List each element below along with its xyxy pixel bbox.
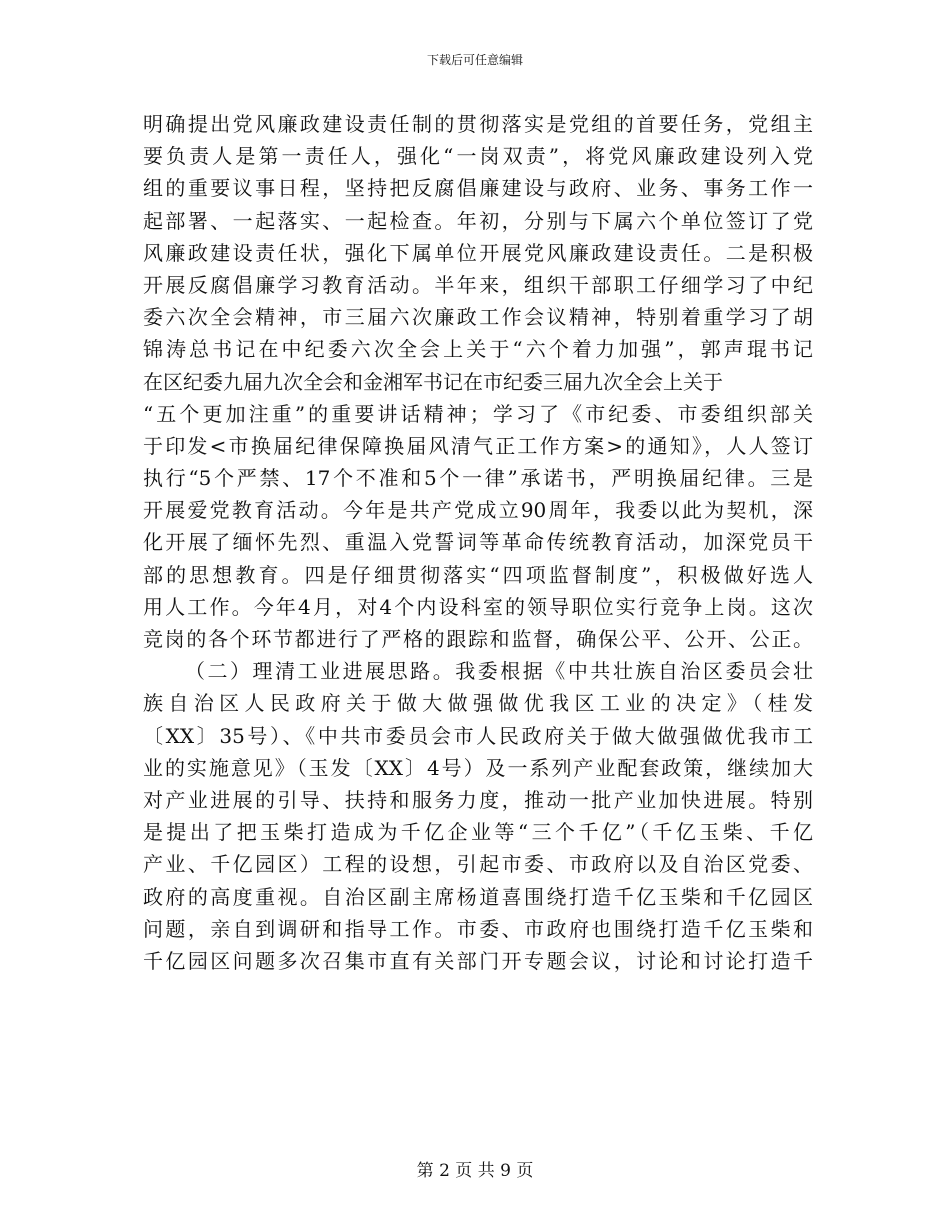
body-line-11: 于印发<市换届纪律保障换届风清气正工作方案>的通知》，人人签订 [143,433,813,458]
body-line-24: 产业、千亿园区）工程的设想，引起市委、市政府以及自治区党委、 [143,852,813,877]
body-line-27: 千亿园区问题多次召集市直有关部门开专题会议，讨论和讨论打造千 [143,948,813,973]
page-footer: 第 2 页 共 9 页 [416,1161,534,1181]
body-line-20: 〔XX〕35号）、《中共市委员会市人民政府关于做大做强做优我市工 [143,723,813,748]
body-line-23: 是提出了把玉柴打造成为千亿企业等“三个千亿”（千亿玉柴、千亿 [143,820,813,845]
body-line-22: 对产业进展的引导、扶持和服务力度，推动一批产业加快进展。特别 [143,787,813,812]
body-line-1: 明确提出党风廉政建设责任制的贯彻落实是党组的首要任务，党组主 [143,112,813,136]
body-line-10: “五个更加注重”的重要讲话精神；学习了《市纪委、市委组织部关 [143,401,813,426]
body-line-9: 在区纪委九届九次全会和金湘军书记在市纪委三届九次全会上关于 [143,369,723,394]
body-line-25: 政府的高度重视。自治区副主席杨道喜围绕打造千亿玉柴和千亿园区 [143,884,813,909]
body-line-13: 开展爱党教育活动。今年是共产党成立90周年，我委以此为契机，深 [143,498,813,523]
page-header: 下载后可任意编辑 [426,53,523,67]
body-line-12: 执行“5个严禁、17个不准和5个一律”承诺书，严明换届纪律。三是 [143,466,813,491]
body-line-17: 竞岗的各个环节都进行了严格的跟踪和监督，确保公平、公开、公正。 [143,627,813,651]
body-line-4: 起部署、一起落实、一起检查。年初，分别与下属六个单位签订了党 [143,208,813,233]
body-line-16: 用人工作。今年4月，对4个内设科室的领导职位实行竞争上岗。这次 [143,594,813,619]
body-line-8: 锦涛总书记在中纪委六次全会上关于“六个着力加强”，郭声琨书记 [143,337,813,362]
body-line-3: 组的重要议事日程，坚持把反腐倡廉建设与政府、业务、事务工作一 [143,176,813,201]
body-line-5: 风廉政建设责任状，强化下属单位开展党风廉政建设责任。二是积极 [143,240,813,265]
body-line-21: 业的实施意见》（玉发〔XX〕4号）及一系列产业配套政策，继续加大 [143,755,813,780]
document-body [143,108,813,977]
body-line-6: 开展反腐倡廉学习教育活动。半年来，组织干部职工仔细学习了中纪 [143,272,813,297]
body-line-19: 族自治区人民政府关于做大做强做优我区工业的决定》（桂发 [143,691,813,716]
body-line-7: 委六次全会精神，市三届六次廉政工作会议精神，特别着重学习了胡 [143,305,813,330]
body-line-18: （二）理清工业进展思路。我委根据《中共壮族自治区委员会壮 [185,659,813,684]
body-line-14: 化开展了缅怀先烈、重温入党誓词等革命传统教育活动，加深党员干 [143,530,813,555]
body-line-26: 问题，亲自到调研和指导工作。市委、市政府也围绕打造千亿玉柴和 [143,916,813,941]
body-line-15: 部的思想教育。四是仔细贯彻落实“四项监督制度”，积极做好选人 [143,562,813,587]
body-line-2: 要负责人是第一责任人，强化“一岗双责”，将党风廉政建设列入党 [143,144,813,169]
